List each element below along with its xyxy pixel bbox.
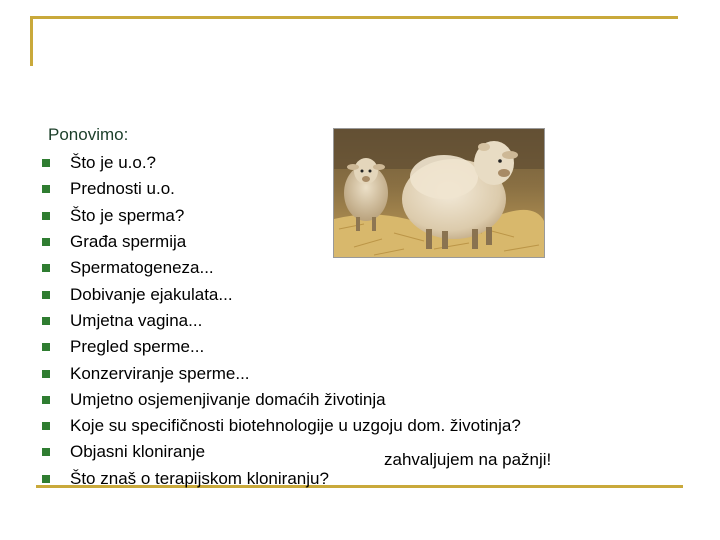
list-item: Konzerviranje sperme... <box>42 360 521 386</box>
bullet-square-icon <box>42 475 50 483</box>
list-item: Što je sperma? <box>42 203 521 229</box>
list-item: Umjetna vagina... <box>42 308 521 334</box>
bullet-square-icon <box>42 212 50 220</box>
list-item: Građa spermija <box>42 229 521 255</box>
list-item: Što znaš o terapijskom kloniranju? <box>42 466 521 492</box>
list-item: Prednosti u.o. <box>42 176 521 202</box>
list-item: Dobivanje ejakulata... <box>42 281 521 307</box>
list-item: Koje su specifičnosti biotehnologije u uzgoju dom. životinja? <box>42 413 521 439</box>
bullet-square-icon <box>42 317 50 325</box>
bullet-square-icon <box>42 422 50 430</box>
bullet-square-icon <box>42 370 50 378</box>
bullet-square-icon <box>42 159 50 167</box>
list-item: Pregled sperme... <box>42 334 521 360</box>
bullet-square-icon <box>42 396 50 404</box>
bullet-square-icon <box>42 185 50 193</box>
list-item: Objasni kloniranje <box>42 439 521 465</box>
list-item: Umjetno osjemenjivanje domaćih životinja <box>42 387 521 413</box>
closing-text: zahvaljujem na pažnji! <box>384 450 552 469</box>
bullet-square-icon <box>42 448 50 456</box>
sheep-photo <box>333 128 545 258</box>
bullet-square-icon <box>42 343 50 351</box>
bullet-square-icon <box>42 238 50 246</box>
frame-top-line <box>30 16 678 19</box>
frame-left-line <box>30 16 33 66</box>
bullet-square-icon <box>42 291 50 299</box>
list-item: Što je u.o.? <box>42 150 521 176</box>
bullet-square-icon <box>42 264 50 272</box>
list-item: Spermatogeneza... <box>42 255 521 281</box>
slide-heading: Ponovimo: <box>48 125 129 144</box>
